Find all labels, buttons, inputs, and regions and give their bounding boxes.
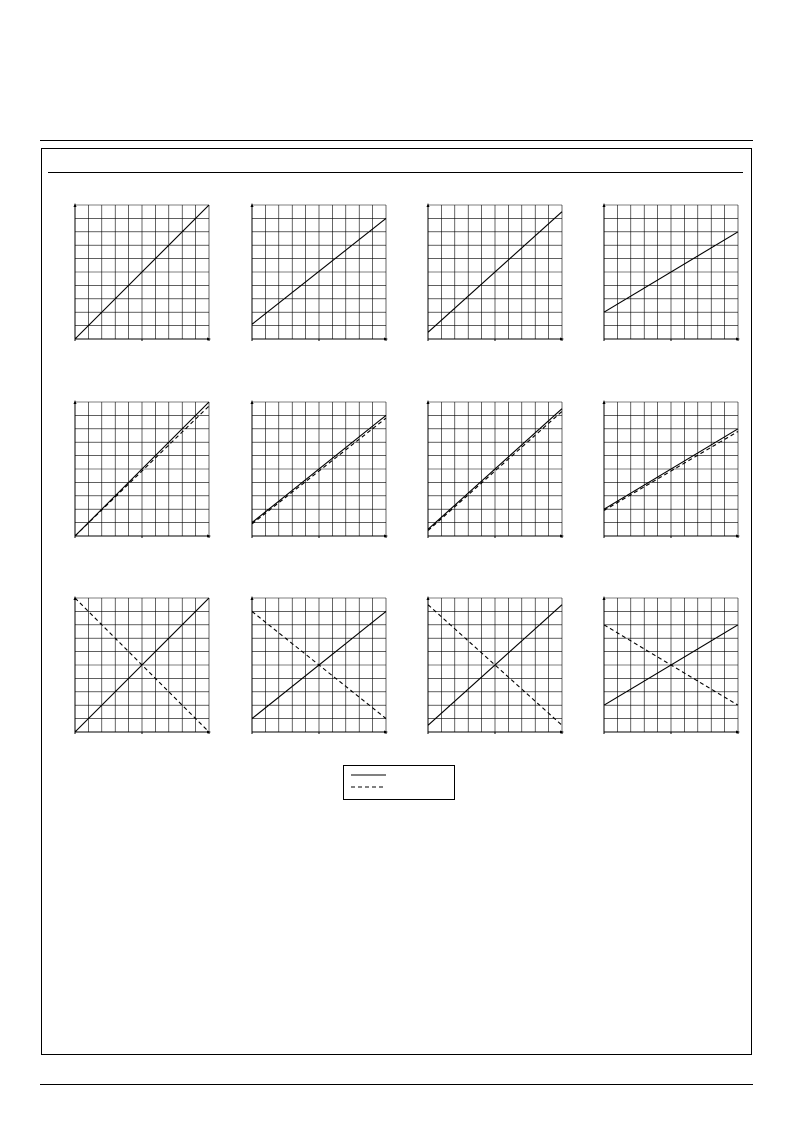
chart-1-4 [603,203,741,341]
chart-3-2 [251,596,389,734]
chart-1-3 [427,203,565,341]
chart-2-3 [427,400,565,538]
chart-3-1 [74,596,212,734]
chart-2-1 [74,400,212,538]
legend-swatches [344,766,454,799]
legend [343,765,455,800]
chart-1-1 [74,203,212,341]
chart-3-3 [427,596,565,734]
bottom-rule [40,1084,753,1085]
chart-1-2 [251,203,389,341]
chart-3-4 [603,596,741,734]
chart-2-4 [603,400,741,538]
chart-2-2 [251,400,389,538]
